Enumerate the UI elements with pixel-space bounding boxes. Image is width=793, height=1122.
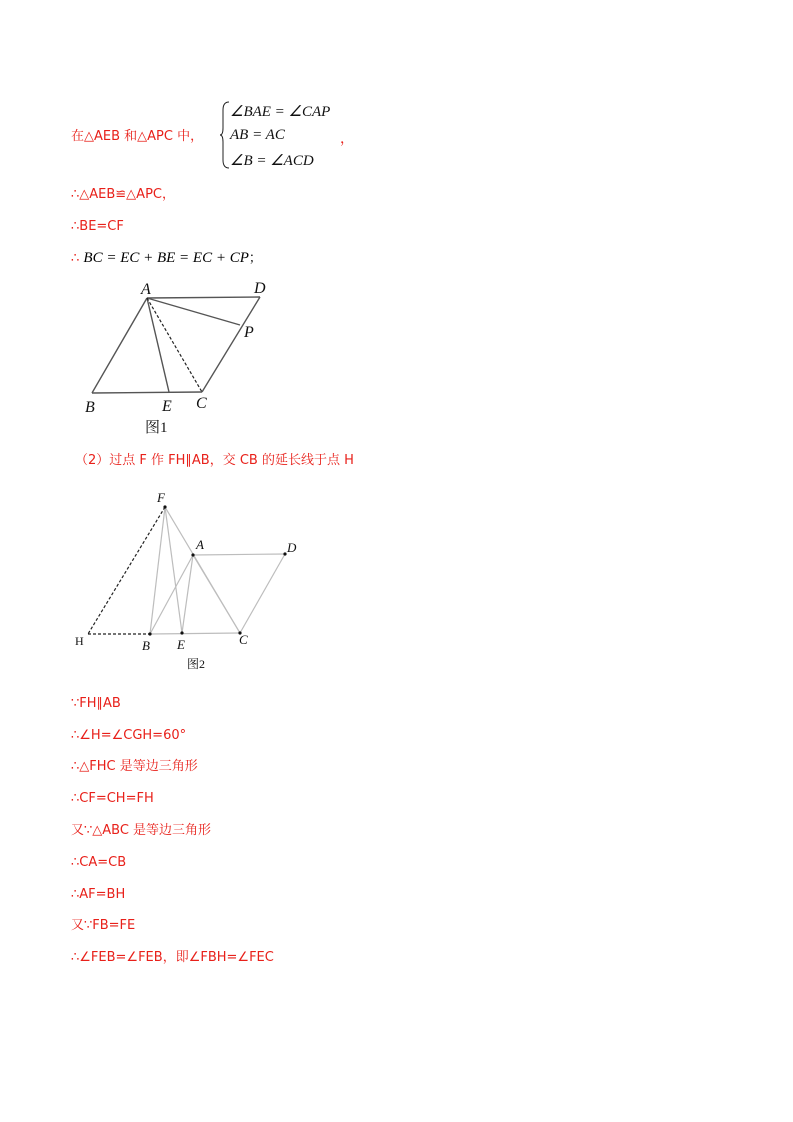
segment-bc (150, 633, 240, 634)
segment-fc (165, 507, 240, 633)
bc-sum-equation: BC = EC + BE = EC + CP (83, 250, 249, 266)
step-8: 又∵FB=FE (71, 918, 136, 933)
label-b: B (85, 399, 95, 416)
segment-ab (150, 555, 193, 634)
step-1: ∵FH∥AB (71, 696, 121, 711)
segment-dc (240, 554, 285, 633)
segment-fb (150, 507, 165, 634)
equation-angle-bae: ∠BAE = ∠CAP (230, 104, 331, 120)
proof-intro-line: 在△AEB 和△APC 中， (71, 129, 204, 144)
label-b: B (142, 638, 150, 653)
segment-ae (182, 555, 193, 633)
label-c: C (196, 395, 207, 412)
step-9: ∴∠FEB=∠FEB，即∠FBH=∠FEC (71, 950, 274, 965)
therefore-symbol: ∴ (71, 251, 84, 266)
equation-system (220, 100, 350, 170)
figure-1-caption: 图1 (145, 420, 168, 436)
segment-fh-dashed (88, 507, 165, 634)
segment-bc (92, 392, 202, 393)
segment-fe (165, 507, 182, 633)
left-brace-icon (220, 100, 230, 170)
step-6: ∴CA=CB (71, 855, 127, 870)
label-c: C (239, 632, 248, 647)
segment-cd (202, 297, 260, 392)
system-comma: ， (340, 131, 354, 147)
label-h: H (75, 634, 84, 648)
label-p: P (244, 324, 254, 341)
be-cf-line: ∴BE=CF (71, 219, 124, 234)
segment-ab (92, 298, 147, 393)
label-a: A (196, 537, 204, 552)
figure-1 (80, 278, 280, 438)
label-e: E (162, 398, 172, 415)
label-d: D (254, 280, 266, 297)
label-a: A (141, 281, 151, 298)
part-2-construction: （2）过点 F 作 FH∥AB，交 CB 的延长线于点 H (75, 453, 354, 468)
step-5: 又∵△ABC 是等边三角形 (71, 823, 212, 838)
figure-2 (72, 486, 312, 676)
step-2: ∴∠H=∠CGH=60° (71, 728, 187, 743)
semicolon: ； (248, 251, 262, 266)
segment-ad (193, 554, 285, 555)
label-d: D (287, 540, 297, 555)
step-3: ∴△FHC 是等边三角形 (71, 759, 198, 774)
congruence-line: ∴△AEB≌△APC， (71, 187, 175, 202)
step-4: ∴CF=CH=FH (71, 791, 154, 806)
equation-ab-ac: AB = AC (230, 127, 285, 143)
bc-sum-line (71, 250, 262, 267)
segment-ae (147, 298, 169, 392)
equation-angle-b: ∠B = ∠ACD (230, 153, 314, 169)
label-e: E (177, 637, 185, 652)
step-7: ∴AF=BH (71, 887, 126, 902)
label-f: F (157, 490, 165, 505)
figure-2-caption: 图2 (187, 657, 206, 671)
segment-ad (147, 297, 260, 298)
